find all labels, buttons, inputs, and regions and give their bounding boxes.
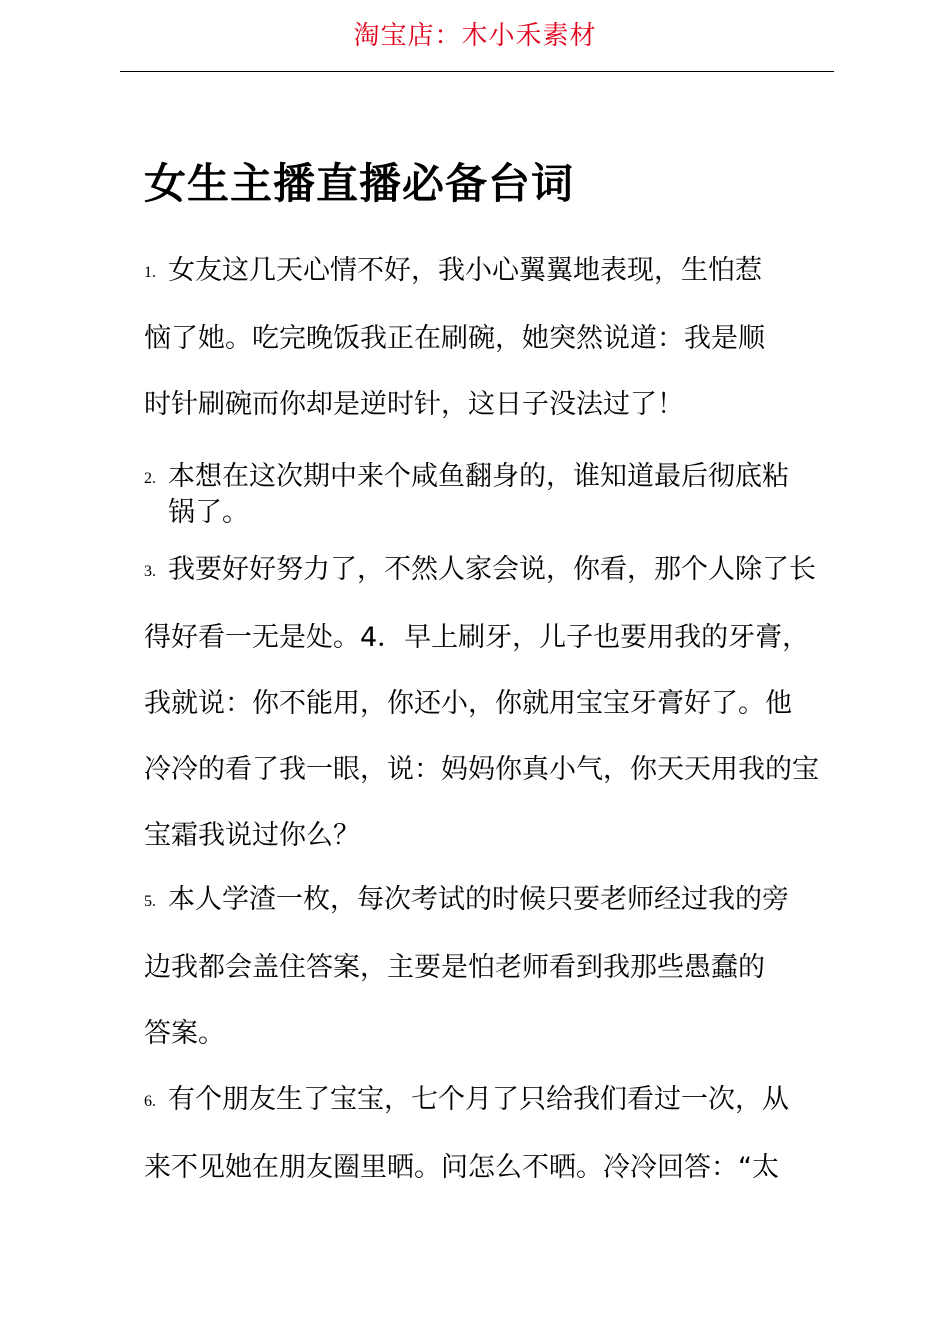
line-text: 本人学渣一枚，每次考试的时候只要老师经过我的旁 <box>168 884 789 915</box>
paragraph-1 <box>144 238 844 438</box>
list-number: 1. <box>144 264 156 281</box>
paragraph-line <box>144 537 844 605</box>
list-number: 3. <box>144 563 156 580</box>
paragraph-line: 宝霜我说过你么？ <box>144 820 360 851</box>
line-text: 女友这几天心情不好，我小心翼翼地表现，生怕惹 <box>168 255 762 286</box>
paragraph-3 <box>144 537 844 869</box>
header-divider <box>120 71 834 72</box>
line-text: 本想在这次期中来个咸鱼翻身的，谁知道最后彻底粘 <box>168 461 789 492</box>
paragraph-line: 来不见她在朋友圈里晒。问怎么不晒。冷冷回答：“太 <box>144 1152 779 1183</box>
paragraph-line <box>144 460 844 496</box>
paragraph-line <box>144 1067 844 1135</box>
paragraph-line: 答案。 <box>144 1018 225 1049</box>
document-title: 女生主播直播必备台词 <box>144 159 575 208</box>
paragraph-line: 冷冷的看了我一眼，说：妈妈你真小气，你天天用我的宝 <box>144 754 819 785</box>
list-number: 2. <box>144 470 156 487</box>
paragraph-line <box>144 238 844 306</box>
paragraph-5 <box>144 867 844 1067</box>
paragraph-2 <box>144 460 844 530</box>
list-number: 6. <box>144 1093 156 1110</box>
paragraph-line: 我就说：你不能用，你还小，你就用宝宝牙膏好了。他 <box>144 688 792 719</box>
paragraph-line: 时针刷碗而你却是逆时针，这日子没法过了！ <box>144 389 684 420</box>
list-number: 5. <box>144 893 156 910</box>
paragraph-6 <box>144 1067 844 1201</box>
paragraph-line: 锅了。 <box>168 497 249 528</box>
paragraph-line <box>144 867 844 935</box>
paragraph-line: 恼了她。吃完晚饭我正在刷碗，她突然说道：我是顺 <box>144 323 765 354</box>
shop-header: 淘宝店：木小禾素材 <box>353 21 597 51</box>
line-text: 我要好好努力了，不然人家会说，你看，那个人除了长 <box>168 554 816 585</box>
paragraph-line: 边我都会盖住答案，主要是怕老师看到我那些愚蠢的 <box>144 952 765 983</box>
line-text: 有个朋友生了宝宝，七个月了只给我们看过一次，从 <box>168 1084 789 1115</box>
paragraph-line: 得好看一无是处。4．早上刷牙，儿子也要用我的牙膏， <box>144 622 810 653</box>
